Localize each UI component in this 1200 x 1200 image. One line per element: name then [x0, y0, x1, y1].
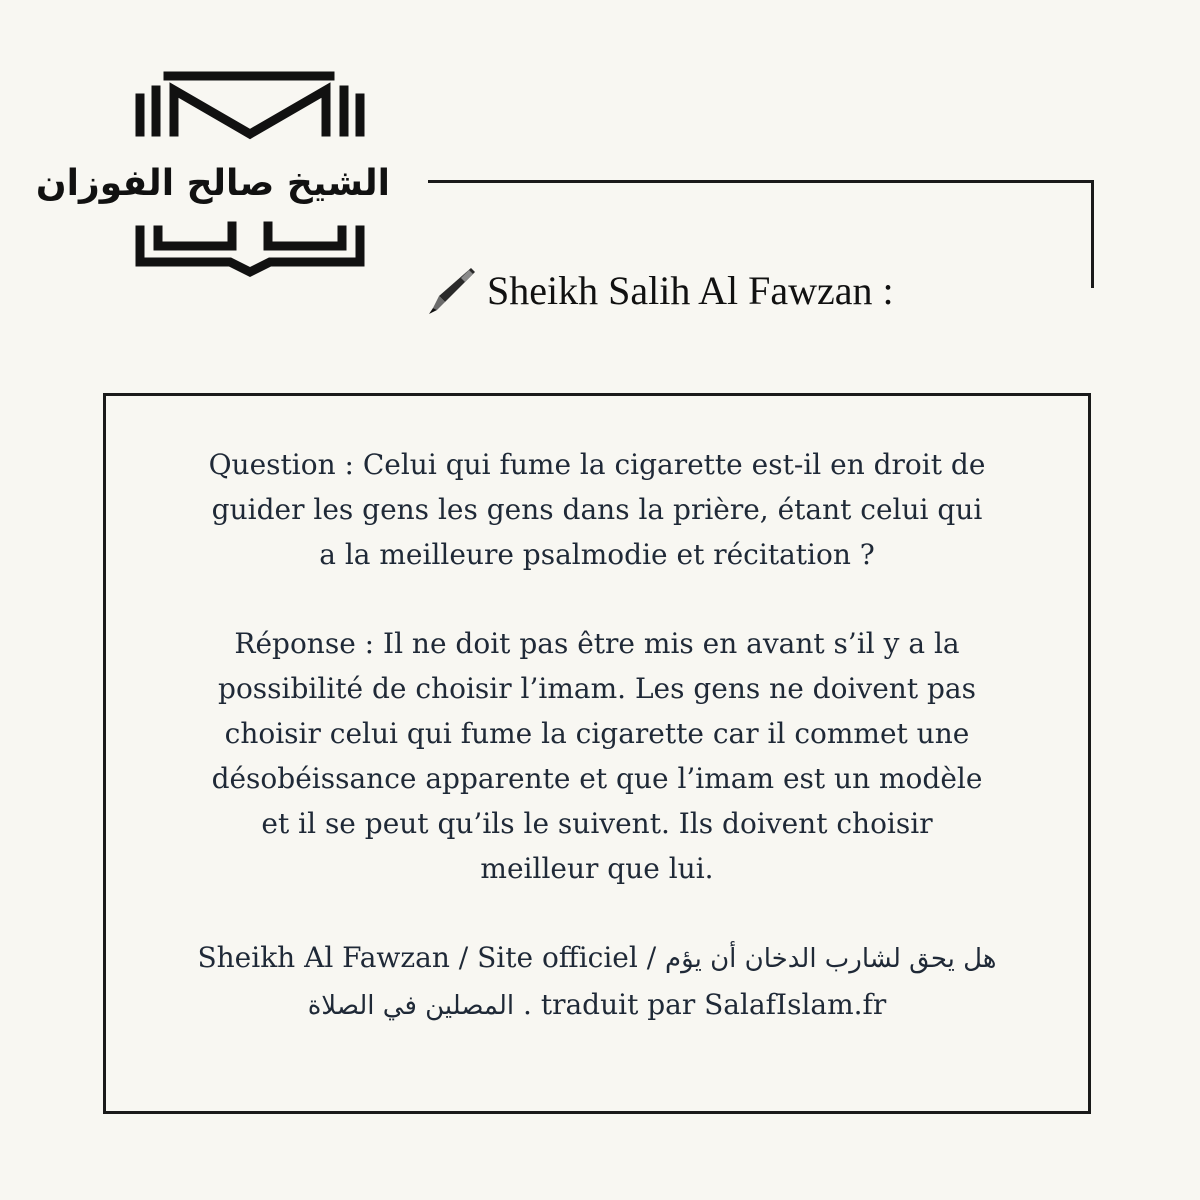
answer-line: désobéissance apparente et que l’imam est un modèle — [211, 762, 983, 795]
header-title-text: Sheikh Salih Al Fawzan : — [487, 267, 894, 313]
source-arabic-title: هل يحق لشارب الدخان أن يؤم — [665, 944, 997, 974]
question-line: Question : Celui qui fume la cigarette est-il en droit de — [208, 448, 986, 481]
source-suffix: . traduit par SalafIslam.fr — [514, 988, 887, 1021]
answer-line: et il se peut qu’ils le suivent. Ils doivent choisir — [261, 807, 933, 840]
source-line — [106, 982, 1088, 1029]
source-line — [106, 935, 1088, 982]
content-text — [106, 442, 1088, 1029]
logo — [35, 62, 390, 282]
question-line: a la meilleure psalmodie et récitation ? — [319, 538, 875, 571]
header-title — [425, 260, 894, 320]
answer-line: possibilité de choisir l’imam. Les gens ne doivent pas — [218, 672, 976, 705]
header-vertical-rule — [1091, 180, 1094, 288]
answer-line: choisir celui qui fume la cigarette car il commet une — [224, 717, 970, 750]
answer-line: Réponse : Il ne doit pas être mis en avant s’il y a la — [234, 627, 960, 660]
fountain-pen-icon — [425, 264, 477, 316]
answer-line: meilleur que lui. — [480, 852, 714, 885]
content-box — [103, 393, 1091, 1114]
source-prefix: Sheikh Al Fawzan / Site officiel / — [197, 941, 666, 974]
header-horizontal-rule — [428, 180, 1094, 183]
source-arabic-title: المصلين في الصلاة — [307, 991, 515, 1021]
logo-arabic-name: الشيخ صالح الفوزان — [35, 163, 390, 204]
question-line: guider les gens les gens dans la prière, étant celui qui — [211, 493, 983, 526]
